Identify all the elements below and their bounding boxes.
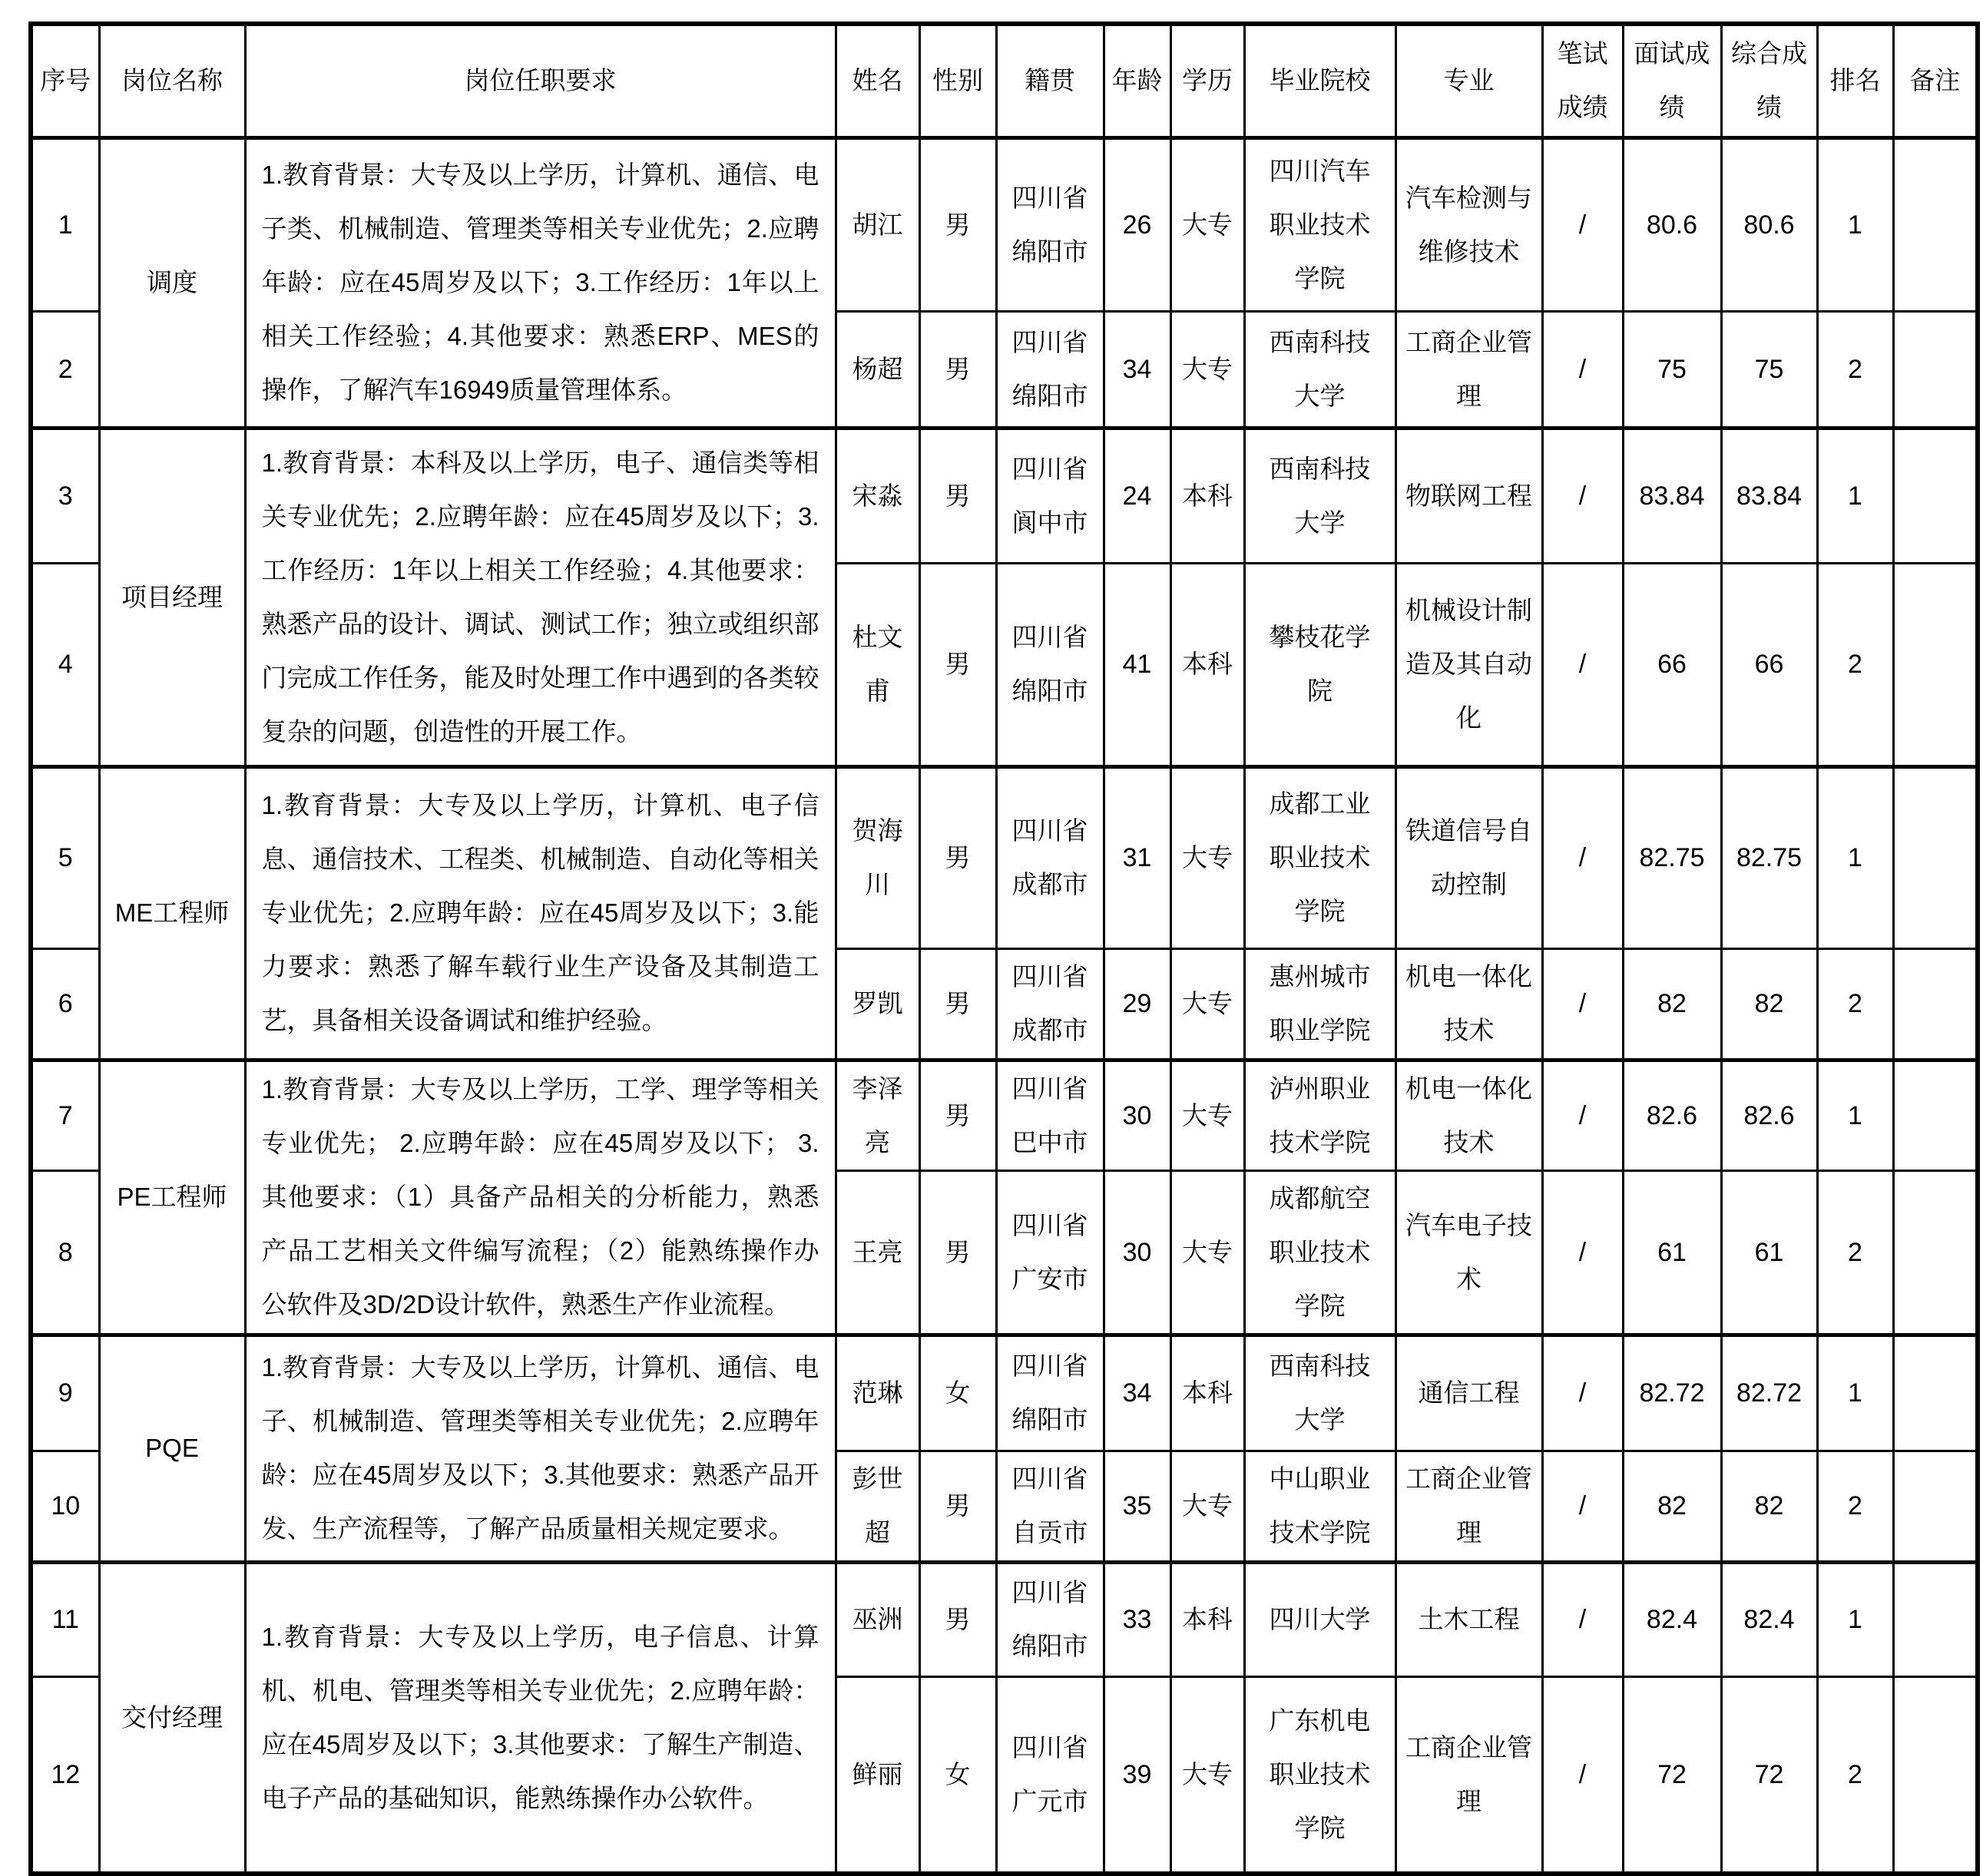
age-cell: 34	[1104, 1335, 1170, 1451]
major-cell: 机电一体化技术	[1395, 1060, 1542, 1170]
overall-score-cell: 82.72	[1721, 1335, 1817, 1451]
name-cell: 鲜丽	[836, 1676, 919, 1874]
major-cell: 汽车电子技术	[1395, 1170, 1542, 1335]
education-cell: 大专	[1170, 1060, 1244, 1170]
education-cell: 大专	[1170, 137, 1244, 311]
education-cell: 本科	[1170, 563, 1244, 766]
recruitment-results-table	[28, 22, 1980, 1876]
age-cell: 31	[1104, 766, 1170, 948]
remark-cell	[1893, 1676, 1978, 1874]
written-score-cell: /	[1542, 1170, 1623, 1335]
requirements-cell: 1.教育背景：本科及以上学历，电子、通信类等相关专业优先；2.应聘年龄：应在45周岁及以下；3.工作经历：1年以上相关工作经验；4.其他要求：熟悉产品的设计、调试、测试工作；独立或组织部门完成工作任务，能及时处理工作中遇到的各类较复杂的问题，创造性的开展工作。	[245, 428, 836, 766]
header-age: 年龄	[1104, 24, 1170, 137]
position-cell: 调度	[99, 137, 245, 428]
hometown-cell: 四川省绵阳市	[996, 563, 1104, 766]
education-cell: 大专	[1170, 1676, 1244, 1874]
header-written-score: 笔试成绩	[1542, 24, 1623, 137]
written-score-cell: /	[1542, 948, 1623, 1060]
written-score-cell: /	[1542, 766, 1623, 948]
table-row	[31, 1060, 1978, 1170]
overall-score-cell: 66	[1721, 563, 1817, 766]
written-score-cell: /	[1542, 428, 1623, 563]
education-cell: 本科	[1170, 1562, 1244, 1676]
gender-cell: 男	[919, 1060, 996, 1170]
name-cell: 贺海川	[836, 766, 919, 948]
header-major: 专业	[1395, 24, 1542, 137]
name-cell: 宋淼	[836, 428, 919, 563]
major-cell: 铁道信号自动控制	[1395, 766, 1542, 948]
table-row	[31, 1562, 1978, 1676]
major-cell: 物联网工程	[1395, 428, 1542, 563]
seq-cell: 9	[31, 1335, 99, 1451]
written-score-cell: /	[1542, 1562, 1623, 1676]
requirements-cell: 1.教育背景：大专及以上学历，工学、理学等相关专业优先； 2.应聘年龄：应在45周岁及以下； 3.其他要求：（1）具备产品相关的分析能力，熟悉产品工艺相关文件编写流程；（2）能熟练操作办公软件及3D/2D设计软件，熟悉生产作业流程。	[245, 1060, 836, 1335]
overall-score-cell: 80.6	[1721, 137, 1817, 311]
header-education: 学历	[1170, 24, 1244, 137]
table-row	[31, 1335, 1978, 1451]
education-cell: 大专	[1170, 1451, 1244, 1562]
age-cell: 30	[1104, 1170, 1170, 1335]
results-table	[28, 22, 1980, 1876]
interview-score-cell: 80.6	[1623, 137, 1721, 311]
overall-score-cell: 83.84	[1721, 428, 1817, 563]
name-cell: 巫洲	[836, 1562, 919, 1676]
education-cell: 本科	[1170, 1335, 1244, 1451]
remark-cell	[1893, 311, 1978, 428]
rank-cell: 2	[1817, 1676, 1893, 1874]
hometown-cell: 四川省广元市	[996, 1676, 1104, 1874]
rank-cell: 2	[1817, 1451, 1893, 1562]
age-cell: 30	[1104, 1060, 1170, 1170]
school-cell: 成都工业职业技术学院	[1244, 766, 1395, 948]
interview-score-cell: 82.6	[1623, 1060, 1721, 1170]
hometown-cell: 四川省绵阳市	[996, 1562, 1104, 1676]
name-cell: 范琳	[836, 1335, 919, 1451]
seq-cell: 6	[31, 948, 99, 1060]
hometown-cell: 四川省成都市	[996, 948, 1104, 1060]
name-cell: 罗凯	[836, 948, 919, 1060]
gender-cell: 男	[919, 948, 996, 1060]
requirements-cell: 1.教育背景：大专及以上学历，电子信息、计算机、机电、管理类等相关专业优先；2.应聘年龄：应在45周岁及以下；3.其他要求：了解生产制造、电子产品的基础知识，能熟练操作办公软件。	[245, 1562, 836, 1874]
overall-score-cell: 82.75	[1721, 766, 1817, 948]
age-cell: 29	[1104, 948, 1170, 1060]
school-cell: 西南科技大学	[1244, 1335, 1395, 1451]
interview-score-cell: 83.84	[1623, 428, 1721, 563]
gender-cell: 女	[919, 1676, 996, 1874]
school-cell: 四川汽车职业技术学院	[1244, 137, 1395, 311]
position-cell: PQE	[99, 1335, 245, 1562]
position-cell: 交付经理	[99, 1562, 245, 1874]
header-name: 姓名	[836, 24, 919, 137]
rank-cell: 2	[1817, 948, 1893, 1060]
position-cell: 项目经理	[99, 428, 245, 766]
school-cell: 泸州职业技术学院	[1244, 1060, 1395, 1170]
rank-cell: 1	[1817, 1335, 1893, 1451]
gender-cell: 男	[919, 311, 996, 428]
overall-score-cell: 72	[1721, 1676, 1817, 1874]
school-cell: 西南科技大学	[1244, 428, 1395, 563]
requirements-cell: 1.教育背景：大专及以上学历，计算机、电子信息、通信技术、工程类、机械制造、自动化等相关专业优先；2.应聘年龄：应在45周岁及以下；3.能力要求：熟悉了解车载行业生产设备及其制造工艺，具备相关设备调试和维护经验。	[245, 766, 836, 1060]
written-score-cell: /	[1542, 1676, 1623, 1874]
seq-cell: 8	[31, 1170, 99, 1335]
name-cell: 彭世超	[836, 1451, 919, 1562]
remark-cell	[1893, 1335, 1978, 1451]
name-cell: 杜文甫	[836, 563, 919, 766]
hometown-cell: 四川省自贡市	[996, 1451, 1104, 1562]
header-rank: 排名	[1817, 24, 1893, 137]
seq-cell: 1	[31, 137, 99, 311]
education-cell: 大专	[1170, 1170, 1244, 1335]
hometown-cell: 四川省阆中市	[996, 428, 1104, 563]
age-cell: 39	[1104, 1676, 1170, 1874]
school-cell: 中山职业技术学院	[1244, 1451, 1395, 1562]
education-cell: 本科	[1170, 428, 1244, 563]
hometown-cell: 四川省广安市	[996, 1170, 1104, 1335]
requirements-cell: 1.教育背景：大专及以上学历，计算机、通信、电子类、机械制造、管理类等相关专业优先；2.应聘年龄：应在45周岁及以下；3.工作经历：1年以上相关工作经验；4.其他要求：熟悉ERP、MES的操作，了解汽车16949质量管理体系。	[245, 137, 836, 428]
header-gender: 性别	[919, 24, 996, 137]
seq-cell: 4	[31, 563, 99, 766]
overall-score-cell: 82.6	[1721, 1060, 1817, 1170]
overall-score-cell: 75	[1721, 311, 1817, 428]
table-row	[31, 766, 1978, 948]
major-cell: 通信工程	[1395, 1335, 1542, 1451]
interview-score-cell: 82	[1623, 948, 1721, 1060]
overall-score-cell: 61	[1721, 1170, 1817, 1335]
name-cell: 李泽亮	[836, 1060, 919, 1170]
hometown-cell: 四川省绵阳市	[996, 137, 1104, 311]
major-cell: 机械设计制造及其自动化	[1395, 563, 1542, 766]
age-cell: 33	[1104, 1562, 1170, 1676]
seq-cell: 10	[31, 1451, 99, 1562]
name-cell: 胡江	[836, 137, 919, 311]
header-remark: 备注	[1893, 24, 1978, 137]
remark-cell	[1893, 1170, 1978, 1335]
rank-cell: 1	[1817, 137, 1893, 311]
remark-cell	[1893, 948, 1978, 1060]
school-cell: 攀枝花学院	[1244, 563, 1395, 766]
school-cell: 西南科技大学	[1244, 311, 1395, 428]
remark-cell	[1893, 766, 1978, 948]
interview-score-cell: 61	[1623, 1170, 1721, 1335]
position-cell: ME工程师	[99, 766, 245, 1060]
overall-score-cell: 82	[1721, 948, 1817, 1060]
seq-cell: 5	[31, 766, 99, 948]
age-cell: 41	[1104, 563, 1170, 766]
rank-cell: 2	[1817, 1170, 1893, 1335]
rank-cell: 2	[1817, 311, 1893, 428]
hometown-cell: 四川省绵阳市	[996, 311, 1104, 428]
header-hometown: 籍贯	[996, 24, 1104, 137]
education-cell: 大专	[1170, 948, 1244, 1060]
rank-cell: 1	[1817, 766, 1893, 948]
interview-score-cell: 82.4	[1623, 1562, 1721, 1676]
remark-cell	[1893, 563, 1978, 766]
header-row	[31, 24, 1978, 137]
major-cell: 土木工程	[1395, 1562, 1542, 1676]
rank-cell: 1	[1817, 1060, 1893, 1170]
header-interview-score: 面试成绩	[1623, 24, 1721, 137]
school-cell: 广东机电职业技术学院	[1244, 1676, 1395, 1874]
remark-cell	[1893, 428, 1978, 563]
rank-cell: 1	[1817, 428, 1893, 563]
major-cell: 汽车检测与维修技术	[1395, 137, 1542, 311]
school-cell: 成都航空职业技术学院	[1244, 1170, 1395, 1335]
header-overall-score: 综合成绩	[1721, 24, 1817, 137]
hometown-cell: 四川省巴中市	[996, 1060, 1104, 1170]
age-cell: 35	[1104, 1451, 1170, 1562]
header-school: 毕业院校	[1244, 24, 1395, 137]
overall-score-cell: 82.4	[1721, 1562, 1817, 1676]
remark-cell	[1893, 1451, 1978, 1562]
written-score-cell: /	[1542, 1451, 1623, 1562]
written-score-cell: /	[1542, 563, 1623, 766]
age-cell: 24	[1104, 428, 1170, 563]
gender-cell: 男	[919, 428, 996, 563]
gender-cell: 男	[919, 1562, 996, 1676]
remark-cell	[1893, 1562, 1978, 1676]
school-cell: 惠州城市职业学院	[1244, 948, 1395, 1060]
school-cell: 四川大学	[1244, 1562, 1395, 1676]
requirements-cell: 1.教育背景：大专及以上学历，计算机、通信、电子、机械制造、管理类等相关专业优先；2.应聘年龄：应在45周岁及以下；3.其他要求：熟悉产品开发、生产流程等，了解产品质量相关规定要求。	[245, 1335, 836, 1562]
interview-score-cell: 66	[1623, 563, 1721, 766]
header-requirements: 岗位任职要求	[245, 24, 836, 137]
gender-cell: 男	[919, 766, 996, 948]
interview-score-cell: 82.72	[1623, 1335, 1721, 1451]
seq-cell: 12	[31, 1676, 99, 1874]
age-cell: 26	[1104, 137, 1170, 311]
name-cell: 杨超	[836, 311, 919, 428]
major-cell: 工商企业管理	[1395, 311, 1542, 428]
age-cell: 34	[1104, 311, 1170, 428]
written-score-cell: /	[1542, 137, 1623, 311]
remark-cell	[1893, 137, 1978, 311]
written-score-cell: /	[1542, 1060, 1623, 1170]
interview-score-cell: 75	[1623, 311, 1721, 428]
major-cell: 机电一体化技术	[1395, 948, 1542, 1060]
seq-cell: 11	[31, 1562, 99, 1676]
gender-cell: 女	[919, 1335, 996, 1451]
major-cell: 工商企业管理	[1395, 1676, 1542, 1874]
education-cell: 大专	[1170, 766, 1244, 948]
seq-cell: 3	[31, 428, 99, 563]
interview-score-cell: 72	[1623, 1676, 1721, 1874]
header-position: 岗位名称	[99, 24, 245, 137]
written-score-cell: /	[1542, 311, 1623, 428]
interview-score-cell: 82	[1623, 1451, 1721, 1562]
header-seq: 序号	[31, 24, 99, 137]
rank-cell: 1	[1817, 1562, 1893, 1676]
remark-cell	[1893, 1060, 1978, 1170]
major-cell: 工商企业管理	[1395, 1451, 1542, 1562]
education-cell: 大专	[1170, 311, 1244, 428]
written-score-cell: /	[1542, 1335, 1623, 1451]
name-cell: 王亮	[836, 1170, 919, 1335]
gender-cell: 男	[919, 1451, 996, 1562]
interview-score-cell: 82.75	[1623, 766, 1721, 948]
table-row	[31, 137, 1978, 311]
gender-cell: 男	[919, 563, 996, 766]
table-row	[31, 428, 1978, 563]
seq-cell: 7	[31, 1060, 99, 1170]
hometown-cell: 四川省绵阳市	[996, 1335, 1104, 1451]
gender-cell: 男	[919, 137, 996, 311]
gender-cell: 男	[919, 1170, 996, 1335]
overall-score-cell: 82	[1721, 1451, 1817, 1562]
rank-cell: 2	[1817, 563, 1893, 766]
position-cell: PE工程师	[99, 1060, 245, 1335]
hometown-cell: 四川省成都市	[996, 766, 1104, 948]
seq-cell: 2	[31, 311, 99, 428]
